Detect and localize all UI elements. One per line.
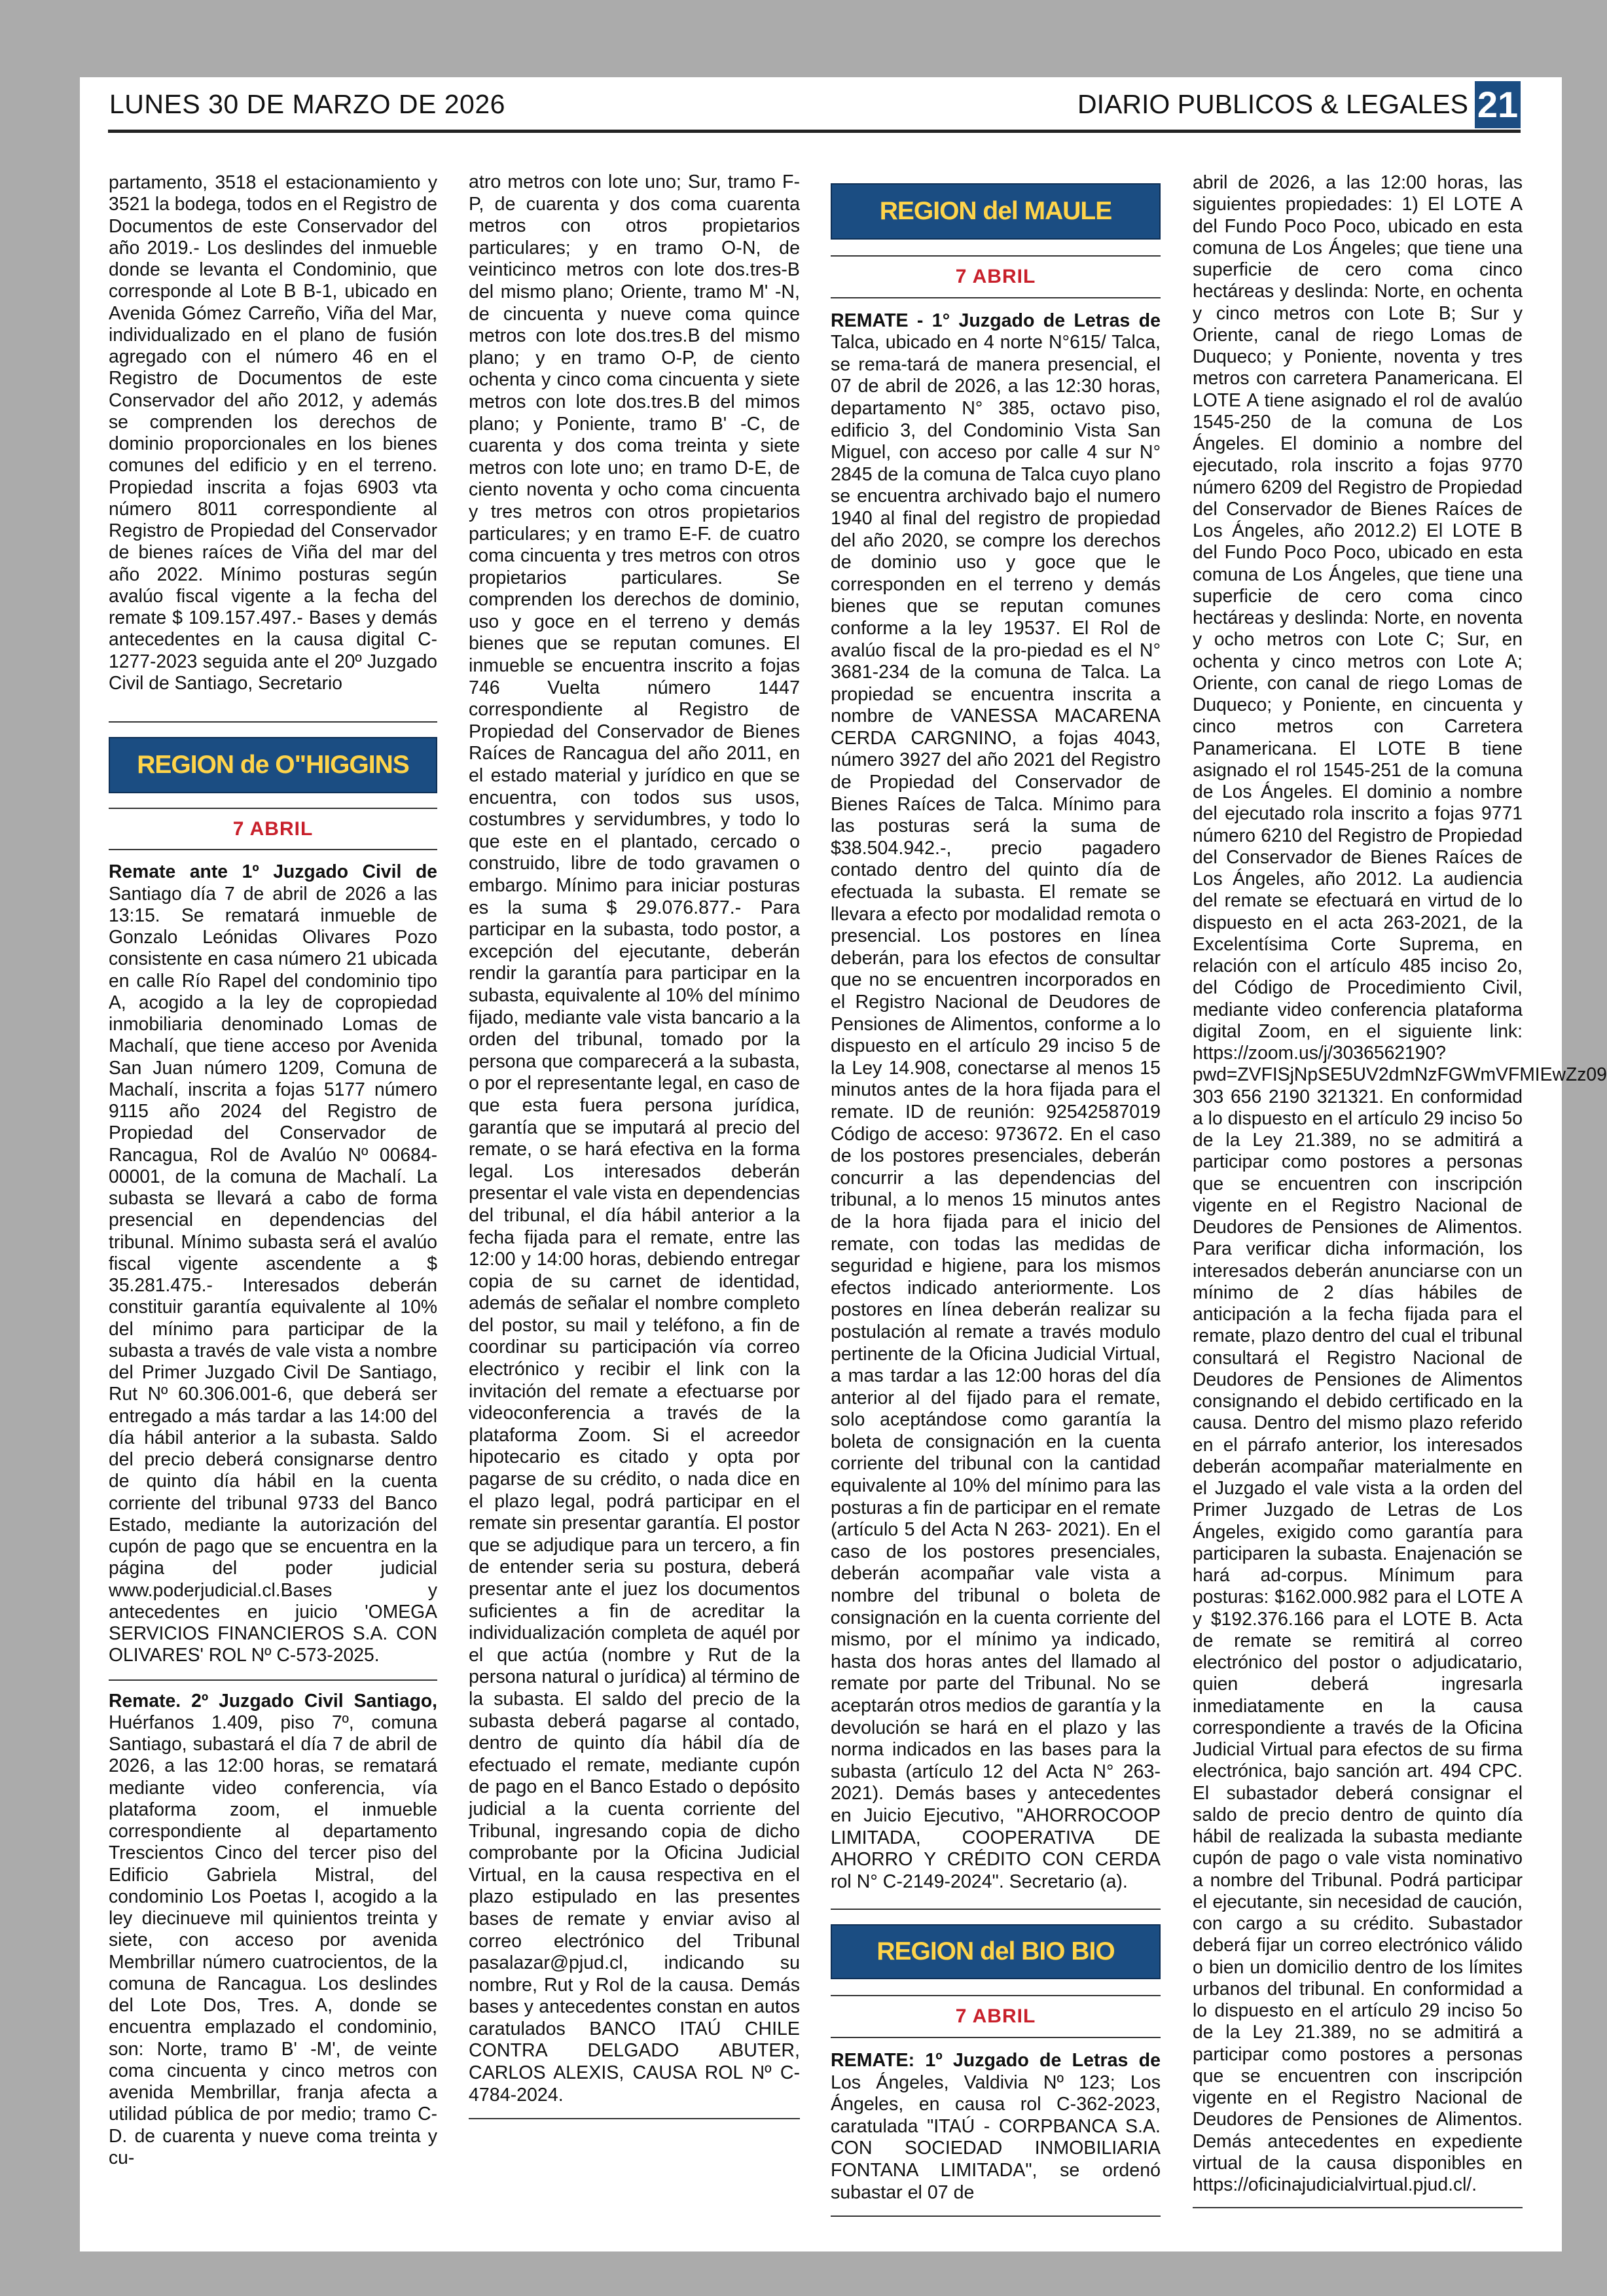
notice-lead: Remate ante 1º Juzgado Civil de bbox=[109, 861, 437, 882]
region-date: 7 ABRIL bbox=[955, 2005, 1036, 2028]
auction-notice-2 bbox=[109, 1690, 437, 2169]
auction-notice-biobio bbox=[831, 2050, 1161, 2204]
divider bbox=[831, 255, 1161, 257]
divider bbox=[831, 1995, 1161, 1996]
divider bbox=[831, 297, 1161, 298]
issue-date: LUNES 30 DE MARZO DE 2026 bbox=[109, 89, 505, 119]
column-3 bbox=[831, 171, 1161, 2217]
region-date: 7 ABRIL bbox=[232, 818, 314, 840]
continued-notice: partamento, 3518 el estacionamiento y 3521 la bodega, todos en el Registro de Documentos de este Conservador del año 2019.- Los deslindes del inmueble donde se levanta el Condominio, que corresponde al Lote B B-1, ubicado en Avenida Gómez Carreño, Viña del Mar, individualizado en el plano de fusión agregado con el número 46 en el Registro de Documentos de este Conservador del año 2012, y además se comprenden los derechos de dominio proporcionales en los bienes comunes del edificio y en el terreno. Propiedad inscrita a fojas 6903 vta número 8011 correspondiente al Registro de Propiedad del Conservador de bienes raíces de Viña del mar del año 2022. Mínimo posturas según avalúo fiscal vigente a la fecha del remate $ 109.157.497.- Bases y demás antecedentes en la causa digital C-1277-2023 seguida ante el 20º Juzgado Civil de Santiago, Secretario bbox=[109, 171, 437, 693]
notice-lead: REMATE - 1° Juzgado de Letras de bbox=[831, 310, 1161, 331]
page-number: 21 bbox=[1475, 81, 1521, 128]
notice-lead: Remate. 2º Juzgado Civil Santiago, bbox=[109, 1689, 437, 1711]
notice-body: Santiago día 7 de abril de 2026 a las 13:15. Se rematará inmueble de Gonzalo Leónidas Olivares Pozo consistente en casa número 21 ubicada en calle Río Rapel del condominio tipo A, acogido a la ley de copropiedad inmobiliaria denominado Lomas de Machalí, que tiene acceso por Avenida San Juan número 1209, Comuna de Machalí, inscrita a fojas 5177 número 9115 año 2024 del Registro de Propiedad del Conservador de Rancagua, Rol de Avalúo Nº 00684-00001, de la comuna de Machalí. La subasta se llevará a cabo de forma presencial en dependencias del tribunal. Mínimo subasta será el avalúo fiscal vigente ascendente a $ 35.281.475.- Interesados deberán constituir garantía equivalente al 10% del mínimo para participar de la subasta a través de vale vista a nombre del Primer Juzgado Civil De Santiago, Rut Nº 60.306.001-6, que deberá ser entregado a más tardar a las 14:00 del día hábil anterior a la subasta. Saldo del precio deberá consignarse dentro de quinto día hábil en la cuenta corriente del tribunal 9733 del Banco Estado, mediante la autorización del cupón de pago que se encuentra en la página del poder judicial www.poderjudicial.cl.Bases y antecedentes en juicio 'OMEGA SERVICIOS FINANCIEROS S.A. CON OLIVARES' ROL Nº C-573-2025. bbox=[109, 882, 437, 1666]
region-date: 7 ABRIL bbox=[955, 266, 1036, 287]
continued-notice: atro metros con lote uno; Sur, tramo F-P, de cuarenta y dos coma cuarenta metros con otros propietarios particulares; y en tramo O-N, de veinticinco metros con lote dos.tres-B del mismo plano; Oriente, tramo M' -N, de cincuenta y nueve coma quince metros con lote dos.tres.B del mismo plano; y en tramo O-P, de ciento ochenta y cinco coma cincuenta y siete metros con lote dos.tres.B del mimos plano; y Poniente, tramo B' -C, de cuarenta y dos coma treinta y siete metros con lote uno; en tramo D-E, de ciento noventa y ocho coma cincuenta y tres metros con otros propietarios particulares; y en tramo E-F. de cuatro coma cincuenta y tres metros con otros propietarios particulares. Se comprenden los derechos de dominio, uso y goce en el terreno y demás bienes que se reputan comunes. El inmueble se encuentra inscrito a fojas 746 Vuelta número 1447 correspondiente al Registro de Propiedad del Conservador de Bienes Raíces de Rancagua del año 2011, en el estado material y jurídico en que se encuentra, con todos sus usos, costumbres y servidumbres, y todo lo que este en el plantado, cercado o construido, libre de todo gravamen o embargo. Mínimo para iniciar posturas es la suma $ 29.076.877.- Para participar en la subasta, todo postor, a excepción del ejecutante, deberán rendir la garantía para participar en la subasta, equivalente al 10% del mínimo fijado, mediante vale vista bancario a la orden del tribunal, tomado por la persona que comparecerá a la subasta, o por el representante legal, en caso de que esta fuera persona jurídica, garantía que se imputará al precio del remate, o se hará efectiva en la forma legal. Los interesados deberán presentar el vale vista en dependencias del tribunal, el día hábil anterior a la fecha fijada para el remate, entre las 12:00 y 14:00 horas, debiendo entregar copia de su carnet de identidad, además de señalar el nombre completo del postor, su mail y teléfono, a fin de coordinar su participación vía correo electrónico y recibir el link con la invitación del remate a efectuarse por videoconferencia a través de la plataforma Zoom. Si el acreedor hipotecario es citado y opta por pagarse de su crédito, o nada dice en el plazo legal, podrá participar en el remate sin presentar garantía. El postor que se adjudique para un tercero, a fin de entender seria su postura, deberá presentar ante el juez los documentos suficientes a fin de acreditar la individualización completa de aquél por el que actúa (nombre y Rut de la persona natural o jurídica) al término de la subasta. El saldo del precio de la subasta deberá pagarse al contado, dentro de quinto día hábil día de efectuado el remate, mediante cupón de pago en el Banco Estado o depósito judicial a la cuenta corriente del Tribunal, ingresando copia de dicho comprobante por la Oficina Judicial Virtual, en la causa respectiva en el plazo estipulado en las presentes bases de remate y enviar aviso al correo electrónico del Tribunal pasalazar@pjud.cl, indicando su nombre, Rut y Rol de la causa. Demás bases y antecedentes constan en autos caratulados BANCO ITAÚ CHILE CONTRA DELGADO ABUTER, CARLOS ALEXIS, CAUSA ROL Nº C-4784-2024. bbox=[469, 171, 800, 2106]
column-2 bbox=[469, 171, 800, 2119]
publication-name: DIARIO PUBLICOS & LEGALES bbox=[1077, 89, 1468, 119]
auction-notice-maule bbox=[831, 310, 1161, 1893]
notice-lead: REMATE: 1º Juzgado de Letras de bbox=[831, 2049, 1161, 2071]
divider bbox=[109, 808, 437, 809]
notice-body: Talca, ubicado en 4 norte N°615/ Talca, se rema-tará de manera presencial, el 07 de abril de 2026, a las 12:30 horas, departamento N° 385, octavo piso, edificio 3, del Condominio Vista San Miguel, con acceso por calle 4 sur N° 2845 de la comuna de Talca cuyo plano se encuentra archivado bajo el numero 1940 al final del registro de propiedad del año 2020, se compre los derechos de dominio uso y goce que le corresponden en el terreno y demás bienes que se reputan comunes conforme a la ley 19537. El Rol de avalúo fiscal de la pro-piedad es el N° 3681-234 de la comuna de Talca. La propiedad se encuentra inscrita a nombre de VANESSA MACARENA CERDA CARGNINO, a fojas 4043, número 3927 del año 2021 del Registro de Propiedad del Conservador de Bienes Raíces de Talca. Mínimo para las posturas será la suma de $38.504.942.-, precio pagadero contado dentro del quinto día de efectuada la subasta. El remate se llevara a efecto por modalidad remota o presencial. Los postores en línea deberán, para los efectos de consultar que no se encuentren incorporados en el Registro Nacional de Deudores de Pensiones de Alimentos, conforme a lo dispuesto en el artículo 29 inciso 5 de la Ley 14.908, conectarse al menos 15 minutos antes de la hora fijada para el remate. ID de reunión: 92542587019 Código de acceso: 973672. En el caso de los postores presenciales, deberán concurrir a las dependencias del tribunal, a lo menos 15 minutos antes de la hora fijada para el inicio del remate, con todas las medidas de seguridad e higiene, para los mismos efectos indicado anteriormente. Los postores en línea deberán realizar su postulación al remate a través modulo pertinente de la Oficina Judicial Virtual, a mas tardar a las 12:00 horas del día anterior al del fijado para el remate, solo aceptándose como garantía la boleta de consignación en la cuenta corriente del tribunal con la cantidad equivalente al 10% del mínimo para las posturas a fin de participar en el remate (artículo 5 del Acta N 263- 2021). En el caso de los postores presenciales, deberán acompañar vale vista a nombre del tribunal o boleta de consignación en la cuenta corriente del mismo, por el mínimo ya indicado, hasta dos horas antes del llamado al remate por parte del Tribunal. No se aceptarán otros medios de garantía y la devolución se hará en el plazo y las norma indicados en las bases para la subasta (artículo 12 del Acta N° 263-2021). Demás bases y antecedentes en Juicio Ejecutivo, "AHORROCOOP LIMITADA, COOPERATIVA DE AHORRO Y CRÉDITO CON CERDA rol N° C-2149-2024". Secretario (a). bbox=[831, 332, 1161, 1892]
column-1 bbox=[109, 171, 437, 2168]
column-4 bbox=[1193, 171, 1607, 2208]
divider bbox=[831, 1909, 1161, 1910]
auction-notice-1 bbox=[109, 861, 437, 1666]
divider bbox=[109, 1679, 437, 1681]
notice-body: Los Ángeles, Valdivia Nº 123; Los Ángeles, en causa rol C-362-2023, caratulada "ITAÚ - CORPBANCA S.A. CON SOCIEDAD INMOBILIARIA FONTANA LIMITADA", se ordenó subastar el 07 de bbox=[831, 2072, 1161, 2203]
divider bbox=[831, 2215, 1161, 2217]
header-divider bbox=[108, 130, 1521, 133]
divider bbox=[109, 721, 437, 723]
divider bbox=[1193, 2207, 1523, 2208]
divider bbox=[109, 849, 437, 850]
region-banner-maule: REGION del MAULE bbox=[831, 183, 1161, 240]
page-header bbox=[108, 79, 1521, 137]
divider bbox=[469, 2118, 800, 2119]
region-banner-biobio: REGION del BIO BIO bbox=[831, 1924, 1161, 1979]
region-banner-ohiggins: REGION de O"HIGGINS bbox=[109, 737, 437, 793]
divider bbox=[831, 2037, 1161, 2038]
notice-body: Huérfanos 1.409, piso 7º, comuna Santiago, subastará el día 7 de abril de 2026, a las 12:00 horas, se rematará mediante video conferencia, vía plataforma zoom, el inmueble correspondiente al departamento Trescientos Cinco del tercer piso del Edificio Gabriela Mistral, del condominio Los Poetas I, acogido a la ley diecinueve mil quinientos treinta y siete, con acceso por avenida Membrillar número cuatrocientos, de la comuna de Rancagua. Los deslindes del Lote Dos, Tres. A, donde se encuentra emplazado el condominio, son: Norte, tramo B' -M', de veinte coma cincuenta y cinco metros con avenida Membrillar, franja afecta a utilidad pública de por medio; tramo C-D. de cuarenta y nueve coma treinta y cu- bbox=[109, 1711, 437, 2168]
continued-notice: abril de 2026, a las 12:00 horas, las siguientes propiedades: 1) El LOTE A del Fundo Poco Poco, ubicado en esta comuna de Los Ángeles; que tiene una superficie de cero coma cinco hectáreas y deslinda: Norte, en ochenta y cinco metros con Lote B; Sur y Oriente, canal de riego Lomas de Duqueco; y Poniente, noventa y tres metros con carretera Panamericana. El LOTE A tiene asignado el rol de avalúo 1545-250 de la comuna de Los Ángeles. El dominio a nombre del ejecutado, rola inscrito a fojas 9770 número 6209 del Registro de Propiedad del Conservador de Bienes Raíces de Los Ángeles, año 2012.2) El LOTE B del Fundo Poco Poco, ubicado en esta comuna de Los Ángeles, que tiene una superficie de cero coma cinco hectáreas y deslinda: Norte, en noventa y ocho metros con Lote C; Sur, en ochenta y cinco metros con Lote A; Oriente, con canal de riego Lomas de Duqueco; y Poniente, en cincuenta y cinco metros con Carretera Panamericana. El LOTE B tiene asignado el rol 1545-251 de la comuna de Los Ángeles. El dominio a nombre del ejecutado rola inscrito a fojas 9771 número 6210 del Registro de Propiedad del Conservador de Bienes Raíces de Los Ángeles, año 2012. La audiencia del remate se efectuará en virtud de lo dispuesto en el acta 263-2021, de la Excelentísima Corte Suprema, en relación con el artículo 485 inciso 2o, del Código de Procedimiento Civil, mediante video conferencia plataforma digital Zoom, en el siguiente link: https://zoom.us/j/3036562190?pwd=ZVFISjNpSE5UV2dmNzFGWmVFMIEwZz09 303 656 2190 321321. En conformidad a lo dispuesto en el artículo 29 inciso 5o de la Ley 21.389, no se admitirá a participar como postores a personas que se encuentren con inscripción vigente en el Registro Nacional de Deudores de Pensiones de Alimentos. Para verificar dicha información, los interesados deberán anunciarse con un mínimo de 2 días hábiles de anticipación a la fecha fijada para el remate, plazo dentro del cual el tribunal consultará el Registro Nacional de Deudores de Pensiones de Alimentos consignando el debido certificado en la causa. Dentro del mismo plazo referido en el párrafo anterior, los interesados deberán acompañar materialmente en el Juzgado el vale vista a la orden del Primer Juzgado de Letras de Los Ángeles, exigido como garantía para participaren la subasta. Enajenación se hará ad-corpus. Mínimum para posturas: $162.000.982 para el LOTE A y $192.376.166 para el LOTE B. Acta de remate se remitirá al correo electrónico del postor o adjudicatario, quien deberá ingresarla inmediatamente en la causa correspondiente a través de la Oficina Judicial Virtual para efectos de su firma electrónica, bajo sanción art. 494 CPC. El subastador deberá consignar el saldo de precio dentro de quinto día hábil de realizada la subasta mediante cupón de pago o vale vista nominativo a nombre del Tribunal. Podrá participar el ejecutante, sin necesidad de caución, con cargo a su crédito. Subastador deberá fijar un correo electrónico válido o bien un domicilio dentro de los límites urbanos del tribunal. En conformidad a lo dispuesto en el artículo 29 inciso 5o de la Ley 21.389, no se admitirá a participar como postores a personas que se encuentren con inscripción vigente en el Registro Nacional de Deudores de Pensiones de Alimentos. Demás antecedentes en expediente virtual de la causa disponibles en https://oficinajudicialvirtual.pjud.cl/. bbox=[1193, 171, 1607, 2195]
